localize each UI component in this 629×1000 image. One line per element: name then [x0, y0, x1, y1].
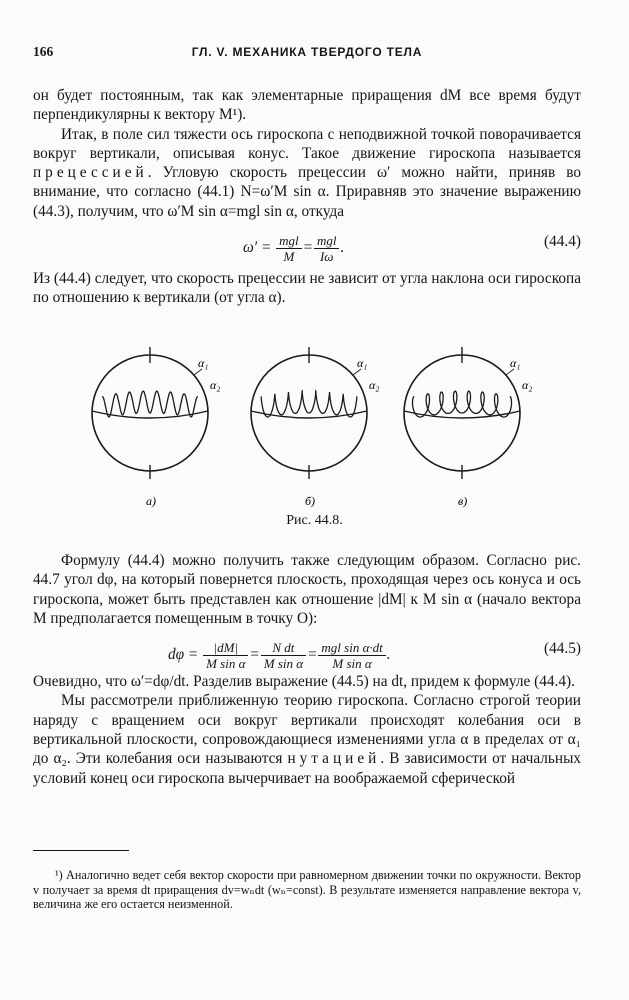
- eq2-fraction-3: mgl sin α·dt M sin α: [318, 640, 385, 671]
- eq1-fraction-1: mgl M: [276, 233, 302, 264]
- term-precession: прецессией: [33, 164, 148, 182]
- eq2-fraction-2: $\frac{\text{N dt}}{\text{M sin α}}$: [261, 640, 306, 671]
- paragraph-2-end: . Угловую скорость прецессии ω′ можно найти, приняв во внимание, что согласно (44.1) N=ω′M sin α. Приравняв это значение выражению (44.3), получим, что ω′M sin α=mgl sin α, откуда: [33, 164, 581, 220]
- equation-44-5-number: (44.5): [544, 640, 581, 658]
- footnote-rule: [33, 850, 129, 851]
- panel-label-3: в): [458, 494, 468, 508]
- label-alpha1-2: α₁: [357, 356, 368, 370]
- figure-caption: Рис. 44.8.: [286, 513, 343, 528]
- page-number: 166: [33, 44, 54, 59]
- footnote: ¹) Аналогично ведет себя вектор скорости при равномерном движении точки по окружности. Вектор v получает за время dt приращения dv=wₙdt (wₙ=const). В результате изменяется направление вектора v, величина же его остается неизменной.: [33, 868, 581, 912]
- label-alpha2-2: α₂: [369, 378, 380, 392]
- trace-curve-2: [261, 391, 357, 417]
- paragraph-6: [33, 691, 581, 787]
- equation-44-4: [33, 221, 581, 263]
- paragraph-6-end: . В зависимости от начальных условий конец оси гироскопа вычерчивает на воображаемой сферической: [33, 750, 582, 787]
- paragraph-5: Очевидно, что ω′=dφ/dt. Разделив выражение (44.5) на dt, придем к формуле (44.4).: [33, 673, 575, 691]
- equation-44-4-number: (44.4): [544, 233, 581, 251]
- label-alpha1-3: α₁: [510, 356, 521, 370]
- eq1-fraction-2: mgl Iω: [314, 233, 340, 264]
- panel-label-2: б): [305, 494, 316, 508]
- equation-44-5: [33, 628, 581, 672]
- paragraph-2-start: Итак, в поле сил тяжести ось гироскопа с неподвижной точкой поворачивается вокруг вертикали, описывая конус. Такое движение гироскопа называется: [33, 125, 581, 162]
- eq1-lhs: ω′ =: [243, 239, 272, 257]
- label-alpha1-1: α₁: [198, 356, 209, 370]
- eq2-lhs: dφ =: [168, 646, 199, 664]
- running-title: ГЛ. V. МЕХАНИКА ТВЕРДОГО ТЕЛА: [191, 45, 423, 59]
- paragraph-4: Формулу (44.4) можно получить также следующим образом. Согласно рис. 44.7 угол dφ, на который повернется плоскость, проходящая через ось конуса и ось гироскопа, может быть представлен как отношение |dM| к M sin α (начало вектора M предполагается помещенным в точку O):: [33, 552, 581, 627]
- equation-44-5-expr: dφ = $\frac{|dM|}{\text{M sin α}}$ = $\frac{\text{N dt}}{\text{M sin α}}$ = mgl sin α·dt M sin α .: [168, 640, 391, 672]
- page-header: [33, 44, 581, 62]
- text-block-bottom: [33, 551, 581, 788]
- panel-label-1: а): [146, 494, 156, 508]
- eq2-fraction-1: $\frac{|dM|}{\text{M sin α}}$: [203, 640, 248, 671]
- paragraph-2: [33, 125, 581, 221]
- trace-curve-1: [102, 391, 198, 417]
- label-alpha2-1: α₂: [210, 378, 221, 392]
- paragraph-1: он будет постоянным, так как элементарные приращения dM все время будут перпендикулярны к вектору M¹).: [33, 87, 581, 124]
- equation-44-4-expr: ω′ = mgl M = mgl Iω .: [243, 233, 345, 265]
- label-alpha2-3: α₂: [522, 378, 533, 392]
- term-nutation: нутацией: [287, 750, 381, 768]
- paragraph-3: Из (44.4) следует, что скорость прецессии не зависит от угла наклона оси гироскопа по отношению к вертикали (от угла α).: [33, 270, 581, 307]
- figure-44-8: [76, 333, 556, 513]
- paragraph-6-start: Мы рассмотрели приближенную теорию гироскопа. Согласно строгой теории наряду с вращением оси вокруг вертикали происходят колебания оси в вертикальной плоскости, сопровождающиеся изменениями угла α в пределах от α₁ до α₂. Эти колебания оси называются: [33, 692, 581, 768]
- trace-curve-3: [413, 391, 512, 417]
- text-block-top: [33, 86, 581, 308]
